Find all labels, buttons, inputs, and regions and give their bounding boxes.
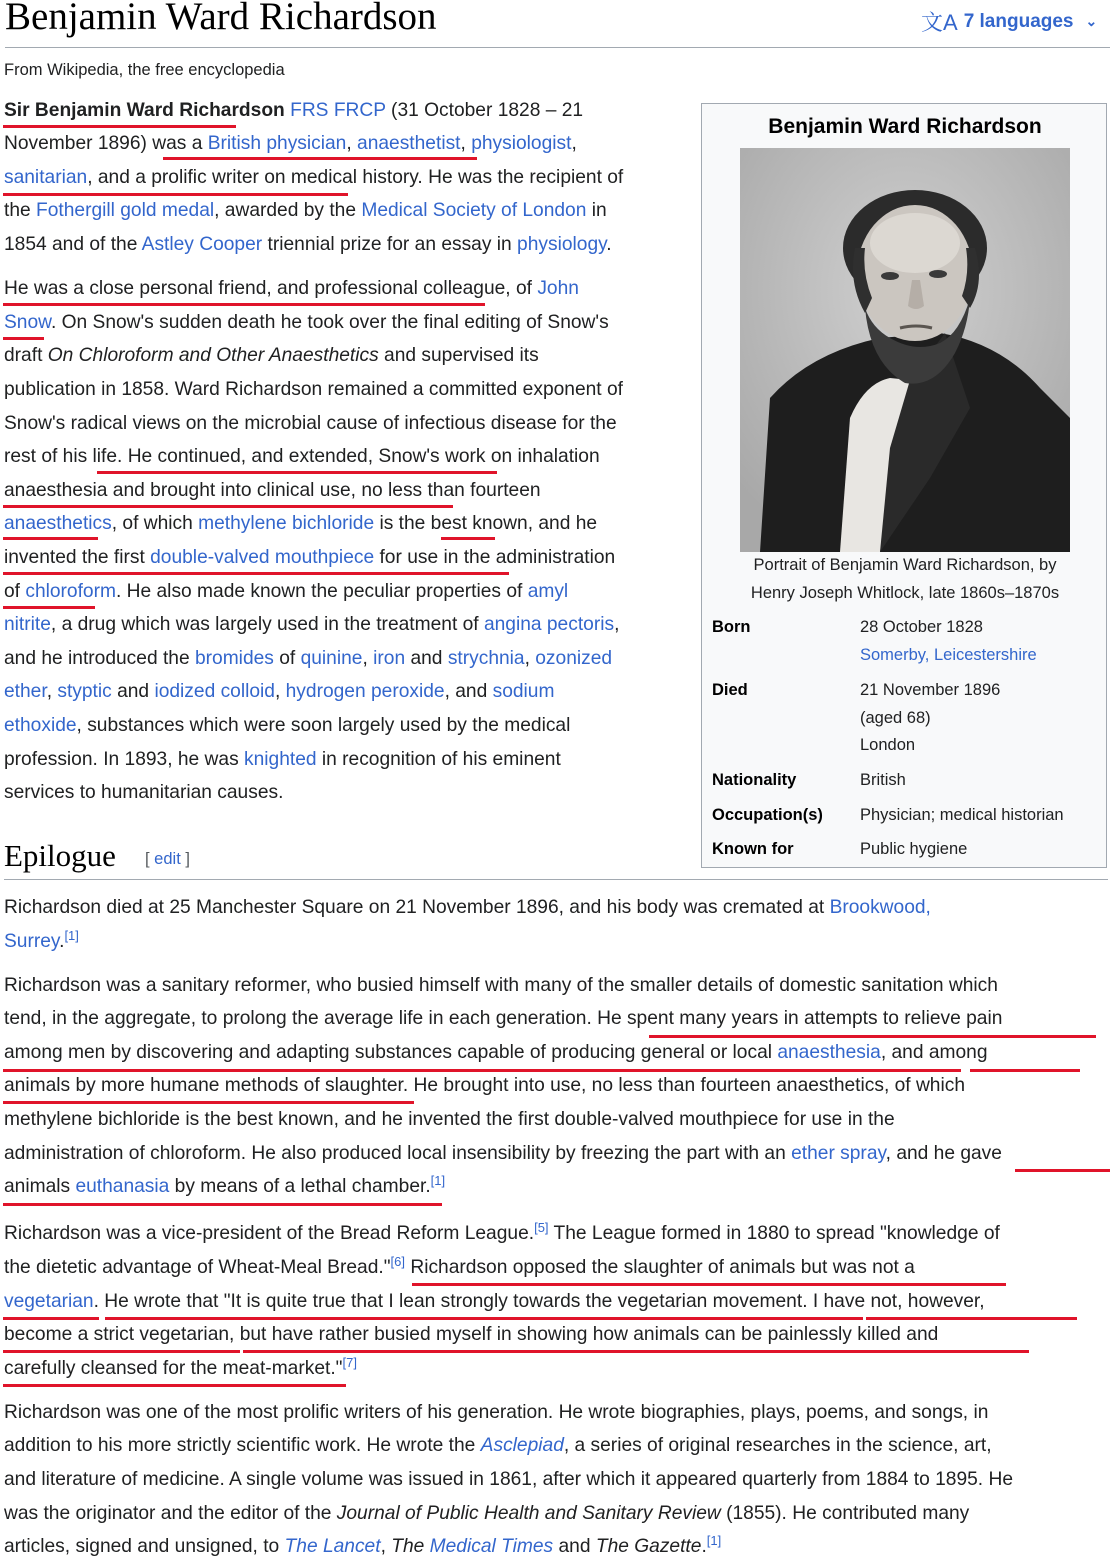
link-john-snow-cont[interactable]: Snow — [4, 312, 51, 333]
text-line: methylene bichloride is the best known, and he invented the first double-valved mouthpiece for use in the — [4, 1109, 895, 1130]
link-sodium-ethoxide-cont[interactable]: ethoxide — [4, 715, 77, 736]
title-divider — [5, 47, 1110, 48]
text-line: Richardson died at 25 Manchester Square on 21 November 1896, and his body was cremated at Brookwood, — [4, 897, 931, 918]
link-physiology[interactable]: physiology — [517, 234, 607, 255]
text-line: become a strict vegetarian, but have rather busied myself in showing how animals can be painlessly killed and — [4, 1324, 939, 1345]
infobox-label-nationality: Nationality — [712, 771, 797, 789]
redlink-ozonized-ether[interactable]: ozonized — [535, 648, 613, 669]
text-line: Snow's radical views on the microbial cause of infectious disease for the — [4, 413, 617, 434]
text-line: tend, in the aggregate, to prolong the average life in each generation. He spent many years in attempts to relieve pain — [4, 1008, 1003, 1029]
link-sanitarian[interactable]: sanitarian — [4, 167, 88, 188]
annotation-underline — [970, 1069, 1080, 1072]
link-chloroform[interactable]: chloroform — [25, 581, 116, 602]
section-heading-epilogue: Epilogue — [4, 838, 116, 873]
text-line: services to humanitarian causes. — [4, 782, 284, 803]
link-bromides[interactable]: bromides — [194, 648, 274, 669]
text-line: among men by discovering and adapting substances capable of producing general or local anaesthesia, and among — [4, 1042, 988, 1063]
text-line: He was a close personal friend, and professional colleague, of John — [4, 278, 579, 299]
text-line: ethoxide, substances which were soon largely used by the medical — [4, 715, 571, 736]
annotation-underline — [412, 1283, 1006, 1286]
link-medical-times[interactable]: Medical Times — [429, 1536, 554, 1557]
redlink-asclepiad[interactable]: Asclepiad — [480, 1435, 564, 1456]
citation-7[interactable]: [7] — [342, 1355, 357, 1370]
translate-icon: 文A — [921, 10, 958, 35]
text-line: sanitarian, and a prolific writer on medical history. He was the recipient of — [4, 167, 624, 188]
infobox-died-place: London — [860, 736, 916, 754]
annotation-underline — [3, 606, 95, 609]
redlink-double-valved-mouthpiece[interactable]: double-valved mouthpiece — [150, 547, 375, 568]
infobox-died-date: 21 November 1896 — [860, 681, 1001, 699]
link-british[interactable]: British — [207, 133, 262, 154]
text-line: Snow. On Snow's sudden death he took over the final editing of Snow's — [4, 312, 609, 333]
infobox-title: Benjamin Ward Richardson — [768, 115, 1042, 138]
infobox-label-died: Died — [712, 681, 748, 699]
redlink-strychnia[interactable]: strychnia — [447, 648, 525, 669]
link-anaesthesia[interactable]: anaesthesia — [777, 1042, 881, 1063]
text-line: anaesthesia and brought into clinical use, no less than fourteen — [4, 480, 541, 501]
annotation-underline — [243, 1350, 1029, 1353]
link-styptic[interactable]: styptic — [57, 681, 112, 702]
redlink-iodized-colloid[interactable]: iodized colloid — [154, 681, 275, 702]
link-amyl-nitrite[interactable]: amyl — [527, 581, 569, 602]
infobox-born-date: 28 October 1828 — [860, 618, 983, 636]
annotation-underline — [1015, 1169, 1110, 1172]
annotation-underline — [3, 193, 348, 196]
book-title: On Chloroform and Other Anaesthetics — [47, 345, 379, 366]
link-anaesthetist[interactable]: anaesthetist — [357, 133, 461, 154]
annotation-underline — [3, 1317, 99, 1320]
page-title: Benjamin Ward Richardson — [5, 0, 437, 38]
link-amyl-nitrite-cont[interactable]: nitrite — [4, 614, 51, 635]
text-line: administration of chloroform. He also produced local insensibility by freezing the part with an ether spray, and he gave — [4, 1143, 1002, 1164]
text-line: the Fothergill gold medal, awarded by the Medical Society of London in — [4, 200, 607, 221]
link-angina-pectoris[interactable]: angina pectoris — [483, 614, 615, 635]
link-euthanasia[interactable]: euthanasia — [75, 1176, 170, 1197]
section-edit-link: [ edit ] — [145, 850, 190, 868]
text-line: 1854 and of the Astley Cooper triennial prize for an essay in physiology. — [4, 234, 612, 255]
text-line: Richardson was a sanitary reformer, who busied himself with many of the smaller details of domestic sanitation which — [4, 975, 998, 996]
link-physiologist[interactable]: physiologist — [471, 133, 572, 154]
link-john-snow[interactable]: John — [537, 278, 579, 299]
text-line: carefully cleansed for the meat-market."[7] — [4, 1355, 357, 1379]
languages-label: 7 languages — [963, 10, 1074, 32]
text-line: nitrite, a drug which was largely used in the treatment of angina pectoris, — [4, 614, 620, 635]
infobox-known-for-value: Public hygiene — [860, 840, 968, 858]
annotation-underline — [866, 1317, 1077, 1320]
chevron-down-icon: ⌄ — [1085, 13, 1098, 29]
annotation-underline — [649, 1035, 1096, 1038]
text-line: was the originator and the editor of the Journal of Public Health and Sanitary Review (1855). He contributed many — [4, 1503, 970, 1524]
link-anaesthetics[interactable]: anaesthetics — [4, 513, 112, 534]
text-line: ether, styptic and iodized colloid, hydrogen peroxide, and sodium — [4, 681, 555, 702]
text-line: Sir Benjamin Ward Richardson FRS FRCP (31 October 1828 – 21 — [4, 100, 584, 121]
text-line: and he introduced the bromides of quinine, iron and strychnia, ozonized — [4, 648, 613, 669]
link-somerby-leicestershire[interactable]: Somerby, Leicestershire — [860, 646, 1037, 664]
link-fothergill-gold-medal[interactable]: Fothergill gold medal — [36, 200, 215, 221]
link-iron[interactable]: iron — [373, 648, 406, 669]
annotation-underline — [3, 125, 236, 128]
infobox — [701, 103, 1107, 868]
link-knighted[interactable]: knighted — [244, 749, 317, 770]
text-line: of chloroform. He also made known the peculiar properties of amyl — [4, 581, 569, 602]
annotation-underline — [3, 1069, 961, 1072]
link-the-lancet[interactable]: The Lancet — [284, 1536, 381, 1557]
text-line: anaesthetics, of which methylene bichloride is the best known, and he — [4, 513, 598, 534]
annotation-underline — [3, 1384, 346, 1387]
link-astley-cooper[interactable]: Astley Cooper — [141, 234, 263, 255]
text-line: Surrey.[1] — [4, 928, 79, 952]
link-quinine[interactable]: quinine — [300, 648, 363, 669]
link-vegetarian[interactable]: vegetarian — [4, 1291, 94, 1312]
infobox-caption-line-1: Portrait of Benjamin Ward Richardson, by — [753, 556, 1057, 574]
text-line: November 1896) was a British physician, anaesthetist, physiologist, — [4, 133, 577, 154]
portrait-photo-icon — [740, 148, 1070, 552]
annotation-underline — [105, 1317, 863, 1320]
text-line: draft On Chloroform and Other Anaesthetics and supervised its — [4, 345, 539, 366]
text-line: Richardson was a vice-president of the Bread Reform League.[5] The League formed in 1880 to spread "knowledge of — [4, 1220, 1000, 1244]
citation-5[interactable]: [5] — [534, 1220, 549, 1235]
infobox-label-occupation: Occupation(s) — [712, 806, 823, 824]
annotation-underline — [163, 157, 477, 160]
text-line: articles, signed and unsigned, to The Lancet, The Medical Times and The Gazette.[1] — [4, 1533, 722, 1557]
annotation-underline — [441, 537, 495, 540]
link-methylene-bichloride[interactable]: methylene bichloride — [198, 513, 375, 534]
link-hydrogen-peroxide[interactable]: hydrogen peroxide — [285, 681, 445, 702]
link-brookwood-surrey-cont[interactable]: Surrey — [4, 931, 60, 952]
annotation-underline — [3, 537, 98, 540]
infobox-nationality-value: British — [860, 771, 906, 789]
annotation-underline — [3, 572, 509, 575]
link-frs[interactable]: FRS — [290, 100, 329, 121]
citation-1[interactable]: [1] — [64, 928, 79, 943]
text-line: and literature of medicine. A single volume was issued in 1861, after which it appeared quarterly from 1884 to 1895. He — [4, 1469, 1013, 1490]
citation-6[interactable]: [6] — [390, 1254, 405, 1269]
journal-title: Journal of Public Health and Sanitary Review — [336, 1503, 721, 1524]
link-frcp[interactable]: FRCP — [333, 100, 386, 121]
annotation-underline — [3, 1101, 414, 1104]
edit-link[interactable]: edit — [154, 850, 181, 868]
text-line: addition to his more strictly scientific work. He wrote the Asclepiad, a series of original researches in the science, art, — [4, 1435, 992, 1456]
infobox-label-born: Born — [712, 618, 751, 636]
link-medical-society-of-london[interactable]: Medical Society of London — [361, 200, 587, 221]
text-line: Richardson was one of the most prolific writers of his generation. He wrote biographies, plays, poems, and songs, in — [4, 1402, 989, 1423]
annotation-underline — [3, 303, 485, 306]
annotation-underline — [3, 1203, 442, 1206]
link-sodium-ethoxide[interactable]: sodium — [492, 681, 555, 702]
text-line: profession. In 1893, he was knighted in recognition of his eminent — [4, 749, 561, 770]
infobox-occupation-value: Physician; medical historian — [860, 806, 1064, 824]
text-line: rest of his life. He continued, and extended, Snow's work on inhalation — [4, 446, 600, 467]
annotation-underline — [3, 1350, 240, 1353]
text-line: animals euthanasia by means of a lethal chamber.[1] — [4, 1173, 446, 1197]
infobox-caption-line-2: Henry Joseph Whitlock, late 1860s–1870s — [750, 584, 1060, 602]
annotation-underline — [97, 471, 497, 474]
annotation-underline — [3, 505, 453, 508]
section-divider — [4, 879, 1108, 880]
text-line: invented the first double-valved mouthpiece for use in the administration — [4, 547, 616, 568]
citation-1[interactable]: [1] — [706, 1533, 722, 1548]
link-brookwood-surrey[interactable]: Brookwood, — [829, 897, 931, 918]
languages-button[interactable] — [921, 6, 1097, 37]
link-physician[interactable]: physician — [266, 133, 347, 154]
redlink-ozonized-ether-cont[interactable]: ether — [4, 681, 47, 702]
annotation-underline — [3, 337, 44, 340]
infobox-died-age: (aged 68) — [860, 709, 931, 727]
text-line: vegetarian. He wrote that "It is quite true that I lean strongly towards the vegetarian movement. I have not, however, — [4, 1291, 985, 1312]
text-line: the dietetic advantage of Wheat-Meal Bread."[6] Richardson opposed the slaughter of animals but was not a — [4, 1254, 915, 1278]
tagline: From Wikipedia, the free encyclopedia — [4, 61, 285, 79]
text-line: publication in 1858. Ward Richardson remained a committed exponent of — [4, 379, 623, 400]
subject-name: Sir Benjamin Ward Richardson — [4, 100, 285, 121]
redlink-ether-spray[interactable]: ether spray — [791, 1143, 886, 1164]
infobox-label-known-for: Known for — [712, 840, 794, 858]
citation-1[interactable]: [1] — [430, 1173, 446, 1188]
portrait-image[interactable] — [740, 148, 1070, 552]
text-line: animals by more humane methods of slaughter. He brought into use, no less than fourteen anaesthetics, of which — [4, 1075, 966, 1096]
